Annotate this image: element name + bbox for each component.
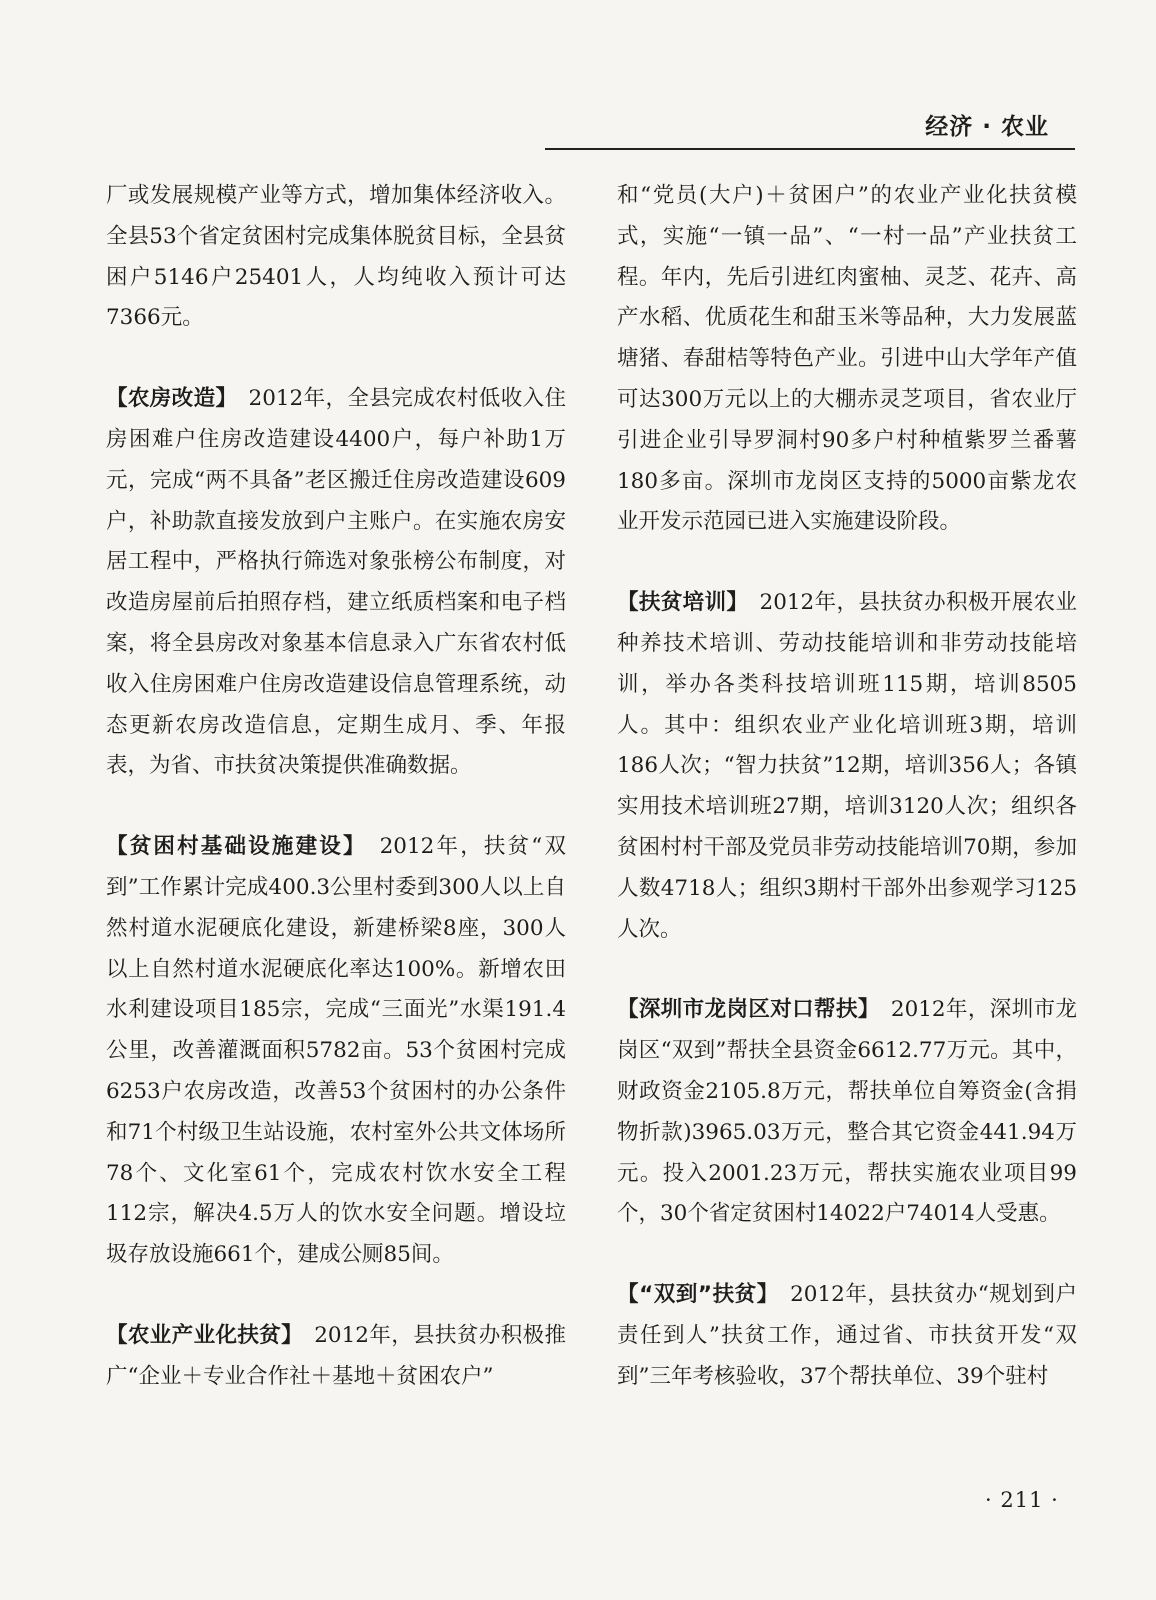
entry-text: 2012年，全县完成农村低收入住房困难户住房改造建设4400户，每户补助1万元，完成“两不具备”老区搬迁住房改造建设609户，补助款直接发放到户主账户。在实施农房安居工程中，严格执行筛选对象张榜公布制度，对改造房屋前后拍照存档，建立纸质档案和电子档案，将全县房改对象基本信息录入广东省农村低收入住房困难户住房改造建设信息管理系统，动态更新农房改造信息，定期生成月、季、年报表，为省、市扶贫决策提供准确数据。 <box>106 386 566 779</box>
entry-term: 【贫困村基础设施建设】 <box>106 834 356 860</box>
page-number: · 211 · <box>985 1488 1059 1512</box>
entry-term: 【农业产业化扶贫】 <box>106 1322 293 1348</box>
entry-text: 2012年，扶贫“双到”工作累计完成400.3公里村委到300人以上自然村道水泥硬底化建设，新建桥梁8座，300人以上自然村道水泥硬底化率达100%。新增农田水利建设项目185宗，完成“三面光”水渠191.4公里，改善灌溉面积5782亩。53个贫困村完成6253户农房改造，改善53个贫困村的办公条件和71个村级卫生站设施，农村室外公共文体场所78个、文化室61个，完成农村饮水安全工程112宗，解决4.5万人的饮水安全问题。增设垃圾存放设施661个，建成公厕85间。 <box>106 834 566 1268</box>
entry-term: 【农房改造】 <box>106 386 227 412</box>
entry-term: 【扶贫培训】 <box>617 590 738 616</box>
paragraph-housing-renovation <box>106 379 566 787</box>
entry-text: 2012年，深圳市龙岗区“双到”帮扶全县资金6612.77万元。其中，财政资金2105.8万元，帮扶单位自筹资金(含捐物折款)3965.03万元，整合其它资金441.94万元。投入2001.23万元，帮扶实施农业项目99个，30个省定贫困村14022户74014人受惠。 <box>617 997 1077 1227</box>
paragraph-shuangdao <box>617 1275 1077 1397</box>
paragraph-shenzhen-support <box>617 990 1077 1235</box>
entry-text: 2012年，县扶贫办“规划到户责任到人”扶贫工作，通过省、市扶贫开发“双到”三年考核验收，37个帮扶单位、39个驻村 <box>617 1282 1077 1389</box>
paragraph-continued: 和“党员(大户)＋贫困户”的农业产业化扶贫模式，实施“一镇一品”、“一村一品”产业扶贫工程。年内，先后引进红肉蜜柚、灵芝、花卉、高产水稻、优质花生和甜玉米等品种，大力发展蓝塘猪、春甜桔等特色产业。引进中山大学年产值可达300万元以上的大棚赤灵芝项目，省农业厅引进企业引导罗洞村90多户村种植紫罗兰番薯180多亩。深圳市龙岗区支持的5000亩紫龙农业开发示范园已进入实施建设阶段。 <box>617 183 1077 535</box>
entry-text: 2012年，县扶贫办积极推广“企业＋专业合作社＋基地＋贫困农户” <box>106 1322 566 1389</box>
paragraph-agri-industrialization <box>106 1316 566 1398</box>
entry-text: 2012年，县扶贫办积极开展农业种养技术培训、劳动技能培训和非劳动技能培训，举办各类科技培训班115期，培训8505人。其中：组织农业产业化培训班3期，培训186人次；“智力扶贫”12期，培训356人；各镇实用技术培训班27期，培训3120人次；组织各贫困村村干部及党员非劳动技能培训70期，参加人数4718人；组织3期村干部外出参观学习125人次。 <box>617 590 1077 942</box>
paragraph-training <box>617 583 1077 950</box>
paragraph-continued: 厂或发展规模产业等方式，增加集体经济收入。全县53个省定贫困村完成集体脱贫目标，全县贫困户5146户25401人，人均纯收入预计可达7366元。 <box>106 183 566 331</box>
header-rule <box>545 148 1075 150</box>
paragraph-infrastructure <box>106 827 566 1276</box>
section-title: 经济 · 农业 <box>925 114 1049 140</box>
entry-term: 【“双到”扶贫】 <box>617 1282 769 1308</box>
running-header <box>545 104 1075 152</box>
right-column <box>617 176 1077 1398</box>
entry-term: 【深圳市龙岗区对口帮扶】 <box>617 997 869 1023</box>
left-column <box>106 176 566 1398</box>
